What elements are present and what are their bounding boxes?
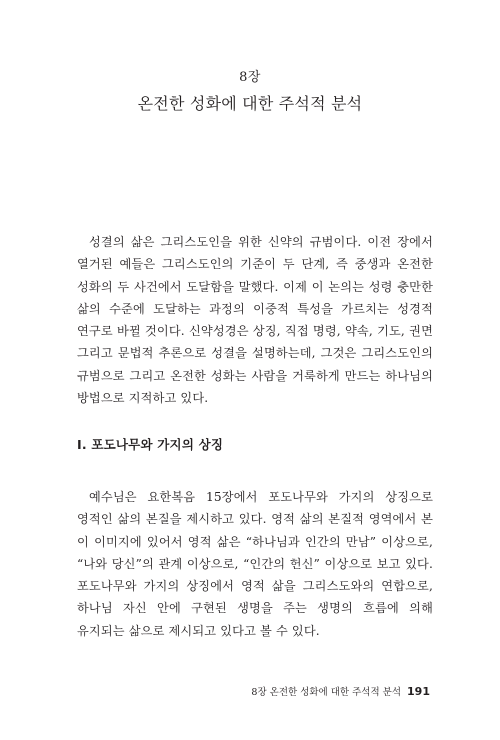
running-title: 8장 온전한 성화에 대한 주석적 분석 xyxy=(251,687,402,698)
chapter-title: 온전한 성화에 대한 주석적 분석 xyxy=(137,94,363,113)
body-paragraph-intro: 성결의 삶은 그리스도인을 위한 신약의 규범이다. 이전 장에서 열거된 예들은 그리스도인의 기준이 두 단계, 즉 중생과 온전한 성화의 두 사건에서 도달함을 말했다. 이제 이 논의는 성령 충만한 삶의 수준에 도달하는 과정의 이중적 특성을 가르치는 성경적 연구로 바뀔 것이다. 신약성경은 상징, 직접 명령, 약속, 기도, 권면 그리고 문법적 추론으로 성결을 설명하는데, 그것은 그리스도인의 규범으로 그리고 온전한 성화는 사람을 거룩하게 만드는 하나님의 방법으로 지적하고 있다. xyxy=(77,235,433,406)
page-number: 191 xyxy=(407,685,430,698)
section-heading: Ⅰ. 포도나무와 가지의 상징 xyxy=(77,437,224,452)
page-footer xyxy=(251,684,430,698)
chapter-label: 8장 xyxy=(239,70,261,85)
body-paragraph-vine: 예수님은 요한복음 15장에서 포도나무와 가지의 상징으로 영적인 삶의 본질을 제시하고 있다. 영적 삶의 본질적 영역에서 본 이 이미지에 있어서 영적 삶은 “하나님과 인간의 만남” 이상으로, “나와 당신”의 관계 이상으로, “인간의 헌신” 이상으로 보고 있다. 포도나무와 가지의 상징에서 영적 삶을 그리스도와의 연합으로, 하나님 자신 안에 구현된 생명을 주는 생명의 흐름에 의해 유지되는 삶으로 제시되고 있다고 볼 수 있다. xyxy=(77,490,433,638)
